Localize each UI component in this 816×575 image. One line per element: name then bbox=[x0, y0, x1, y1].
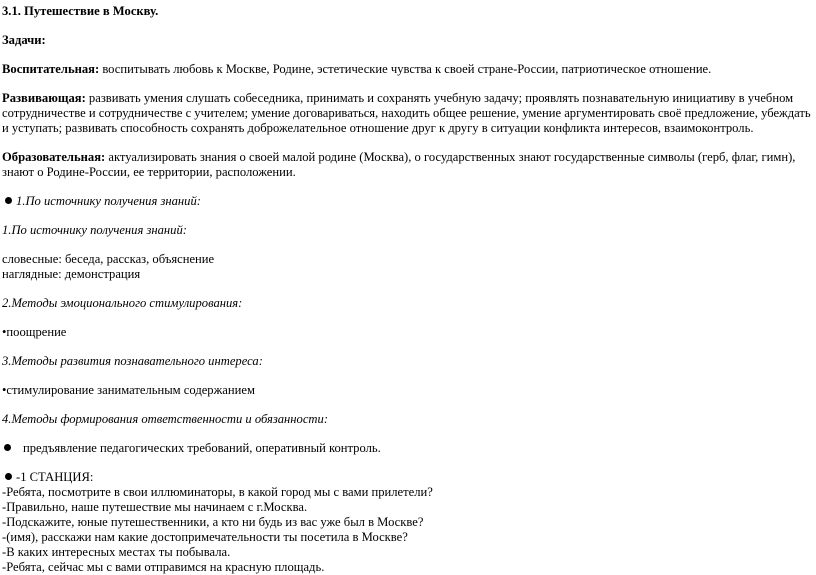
method-4-item bbox=[2, 441, 812, 456]
station-heading-text: -1 СТАНЦИЯ: bbox=[16, 470, 94, 484]
station-heading bbox=[2, 470, 812, 485]
task-educational-text: воспитывать любовь к Москве, Родине, эстетические чувства к своей стране-России, патриотическое отношение. bbox=[99, 62, 712, 76]
task-learning bbox=[2, 150, 812, 180]
task-developing bbox=[2, 91, 812, 136]
method-1-item-visual: наглядные: демонстрация bbox=[2, 267, 141, 281]
method-3-item: •стимулирование занимательным содержанием bbox=[2, 383, 255, 397]
task-developing-text: развивать умения слушать собеседника, принимать и сохранять учебную задачу; проявлять познавательную инициативу в учебном сотрудничестве и сотрудничестве с учителем; умение договариваться, находить общее решение, умение аргументировать своё предложение, убеждать и уступать; развивать способность сохранять доброжелательное отношение друг к другу в ситуации конфликта интересов, взаимоконтроль. bbox=[2, 91, 811, 135]
method-4-heading: 4.Методы формирования ответственности и обязанности: bbox=[2, 412, 329, 426]
method-1-bullet bbox=[2, 194, 812, 209]
task-learning-label: Образовательная: bbox=[2, 150, 106, 164]
station-line: -Ребята, посмотрите в свои иллюминаторы, в какой город мы с вами прилетели? bbox=[2, 485, 433, 499]
task-educational bbox=[2, 62, 812, 77]
station-line: -Ребята, сейчас мы с вами отправимся на красную площадь. bbox=[2, 560, 325, 574]
method-3-heading: 3.Методы развития познавательного интереса: bbox=[2, 354, 263, 368]
station-line: -(имя), расскажи нам какие достопримечательности ты посетила в Москве? bbox=[2, 530, 408, 544]
task-educational-label: Воспитательная: bbox=[2, 62, 100, 76]
method-4-item-text: предъявление педагогических требований, оперативный контроль. bbox=[23, 441, 381, 455]
document-title: 3.1. Путешествие в Москву. bbox=[2, 4, 159, 18]
station-line: -Подскажите, юные путешественники, а кто ни будь из вас уже был в Москве? bbox=[2, 515, 424, 529]
task-learning-text: актуализировать знания о своей малой родине (Москва), о государственных знают государственные символы (герб, флаг, гимн), знают о Родине-России, ее территории, расположении. bbox=[2, 150, 796, 179]
tasks-heading: Задачи: bbox=[2, 33, 46, 47]
station-line: -Правильно, наше путешествие мы начинаем с г.Москва. bbox=[2, 500, 308, 514]
bullet-icon bbox=[5, 473, 12, 480]
bullet-icon bbox=[4, 444, 11, 451]
task-developing-label: Развивающая: bbox=[2, 91, 86, 105]
method-2-item: •поощрение bbox=[2, 325, 67, 339]
method-1-item-verbal: словесные: беседа, рассказ, объяснение bbox=[2, 252, 215, 266]
method-2-heading: 2.Методы эмоционального стимулирования: bbox=[2, 296, 243, 310]
bullet-icon bbox=[5, 197, 12, 204]
method-1-heading: 1.По источнику получения знаний: bbox=[2, 223, 187, 237]
document-page bbox=[2, 4, 812, 575]
method-1-bullet-text: 1.По источнику получения знаний: bbox=[16, 194, 201, 208]
station-line: -В каких интересных местах ты побывала. bbox=[2, 545, 231, 559]
